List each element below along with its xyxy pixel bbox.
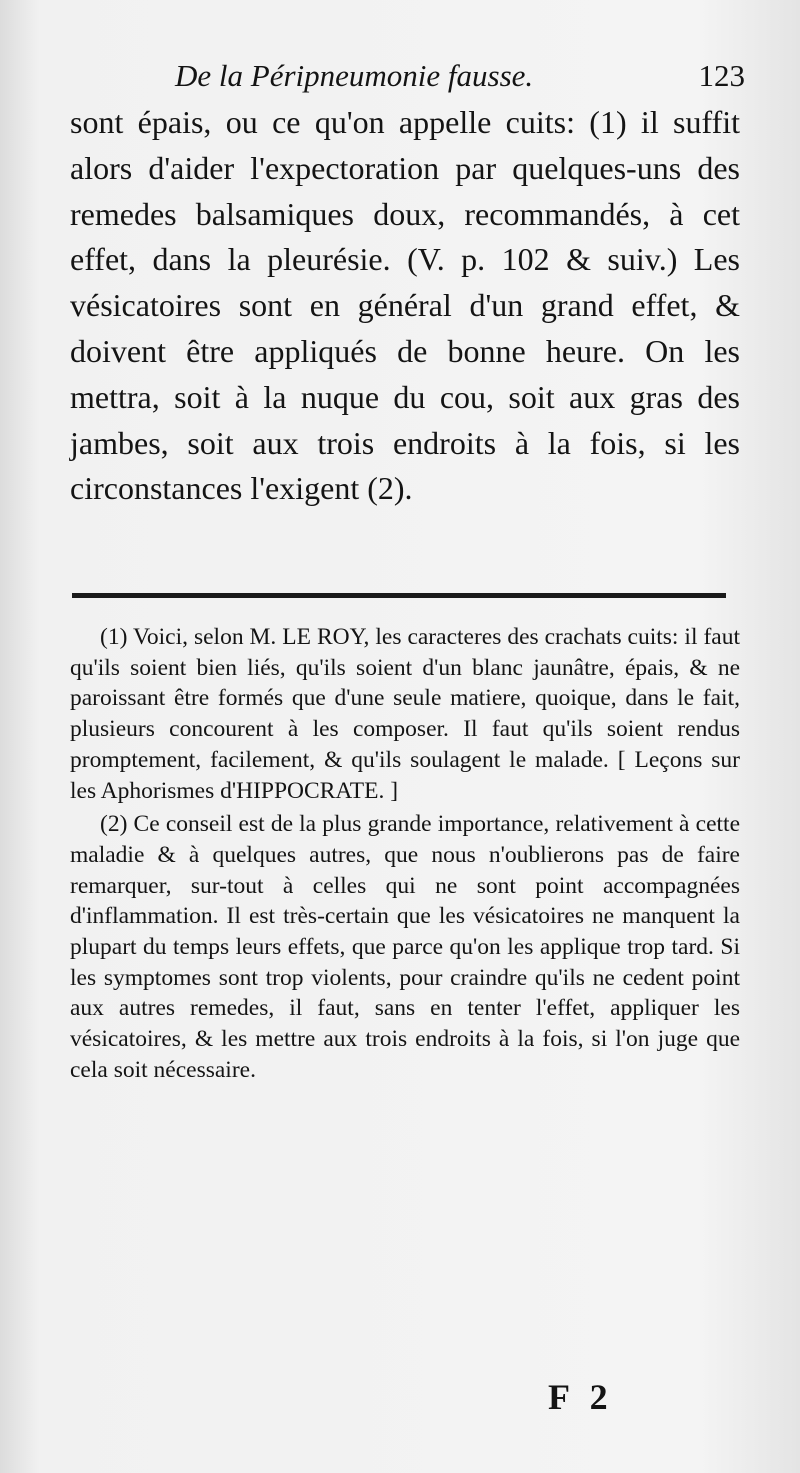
footnote-2: (2) Ce conseil est de la plus grande importance, relativement à cette maladie & à quelques autres, que nous n'oublierons pas de faire remarquer, sur-tout à celles qui ne sont point accompagnées d'inflammation. Il est très-certain que les vésicatoires ne manquent la plupart du temps leurs effets, que parce qu'on les applique trop tard. Si les symptomes sont trop violents, pour craindre qu'ils ne cedent point aux autres remedes, il faut, sans en tenter l'effet, appliquer les vésicatoires, & les mettre aux trois endroits à la fois, si l'on juge que cela soit nécessaire. [70,811,740,1083]
footnote-rule [72,593,726,598]
page-number: 123 [698,58,745,93]
footnotes-block [70,622,740,1089]
main-paragraph: sont épais, ou ce qu'on appelle cuits: (1) il suffit alors d'aider l'expectoration par quelques-uns des remedes balsamiques doux, recommandés, à cet effet, dans la pleurésie. (V. p. 102 & suiv.) Les vésicatoires sont en général d'un grand effet, & doivent être appliqués de bonne heure. On les mettra, soit à la nuque du cou, soit aux gras des jambes, soit aux trois endroits à la fois, si les circonstances l'exigent (2). [70,104,740,507]
running-title: De la Péripneumonie fausse. [175,58,534,93]
footnote-1: (1) Voici, selon M. LE ROY, les caracteres des crachats cuits: il faut qu'ils soient bien liés, qu'ils soient d'un blanc jaunâtre, épais, & ne paroissant être formés que d'une seule matiere, quoique, dans le fait, plusieurs concourent à les composer. Il faut qu'ils soient rendus promptement, facilement, & qu'ils soulagent le malade. [ Leçons sur les Aphorismes d'HIPPOCRATE. ] [70,624,740,804]
main-text-block [70,100,740,512]
signature-mark: F 2 [548,1377,614,1417]
running-header [175,58,745,98]
